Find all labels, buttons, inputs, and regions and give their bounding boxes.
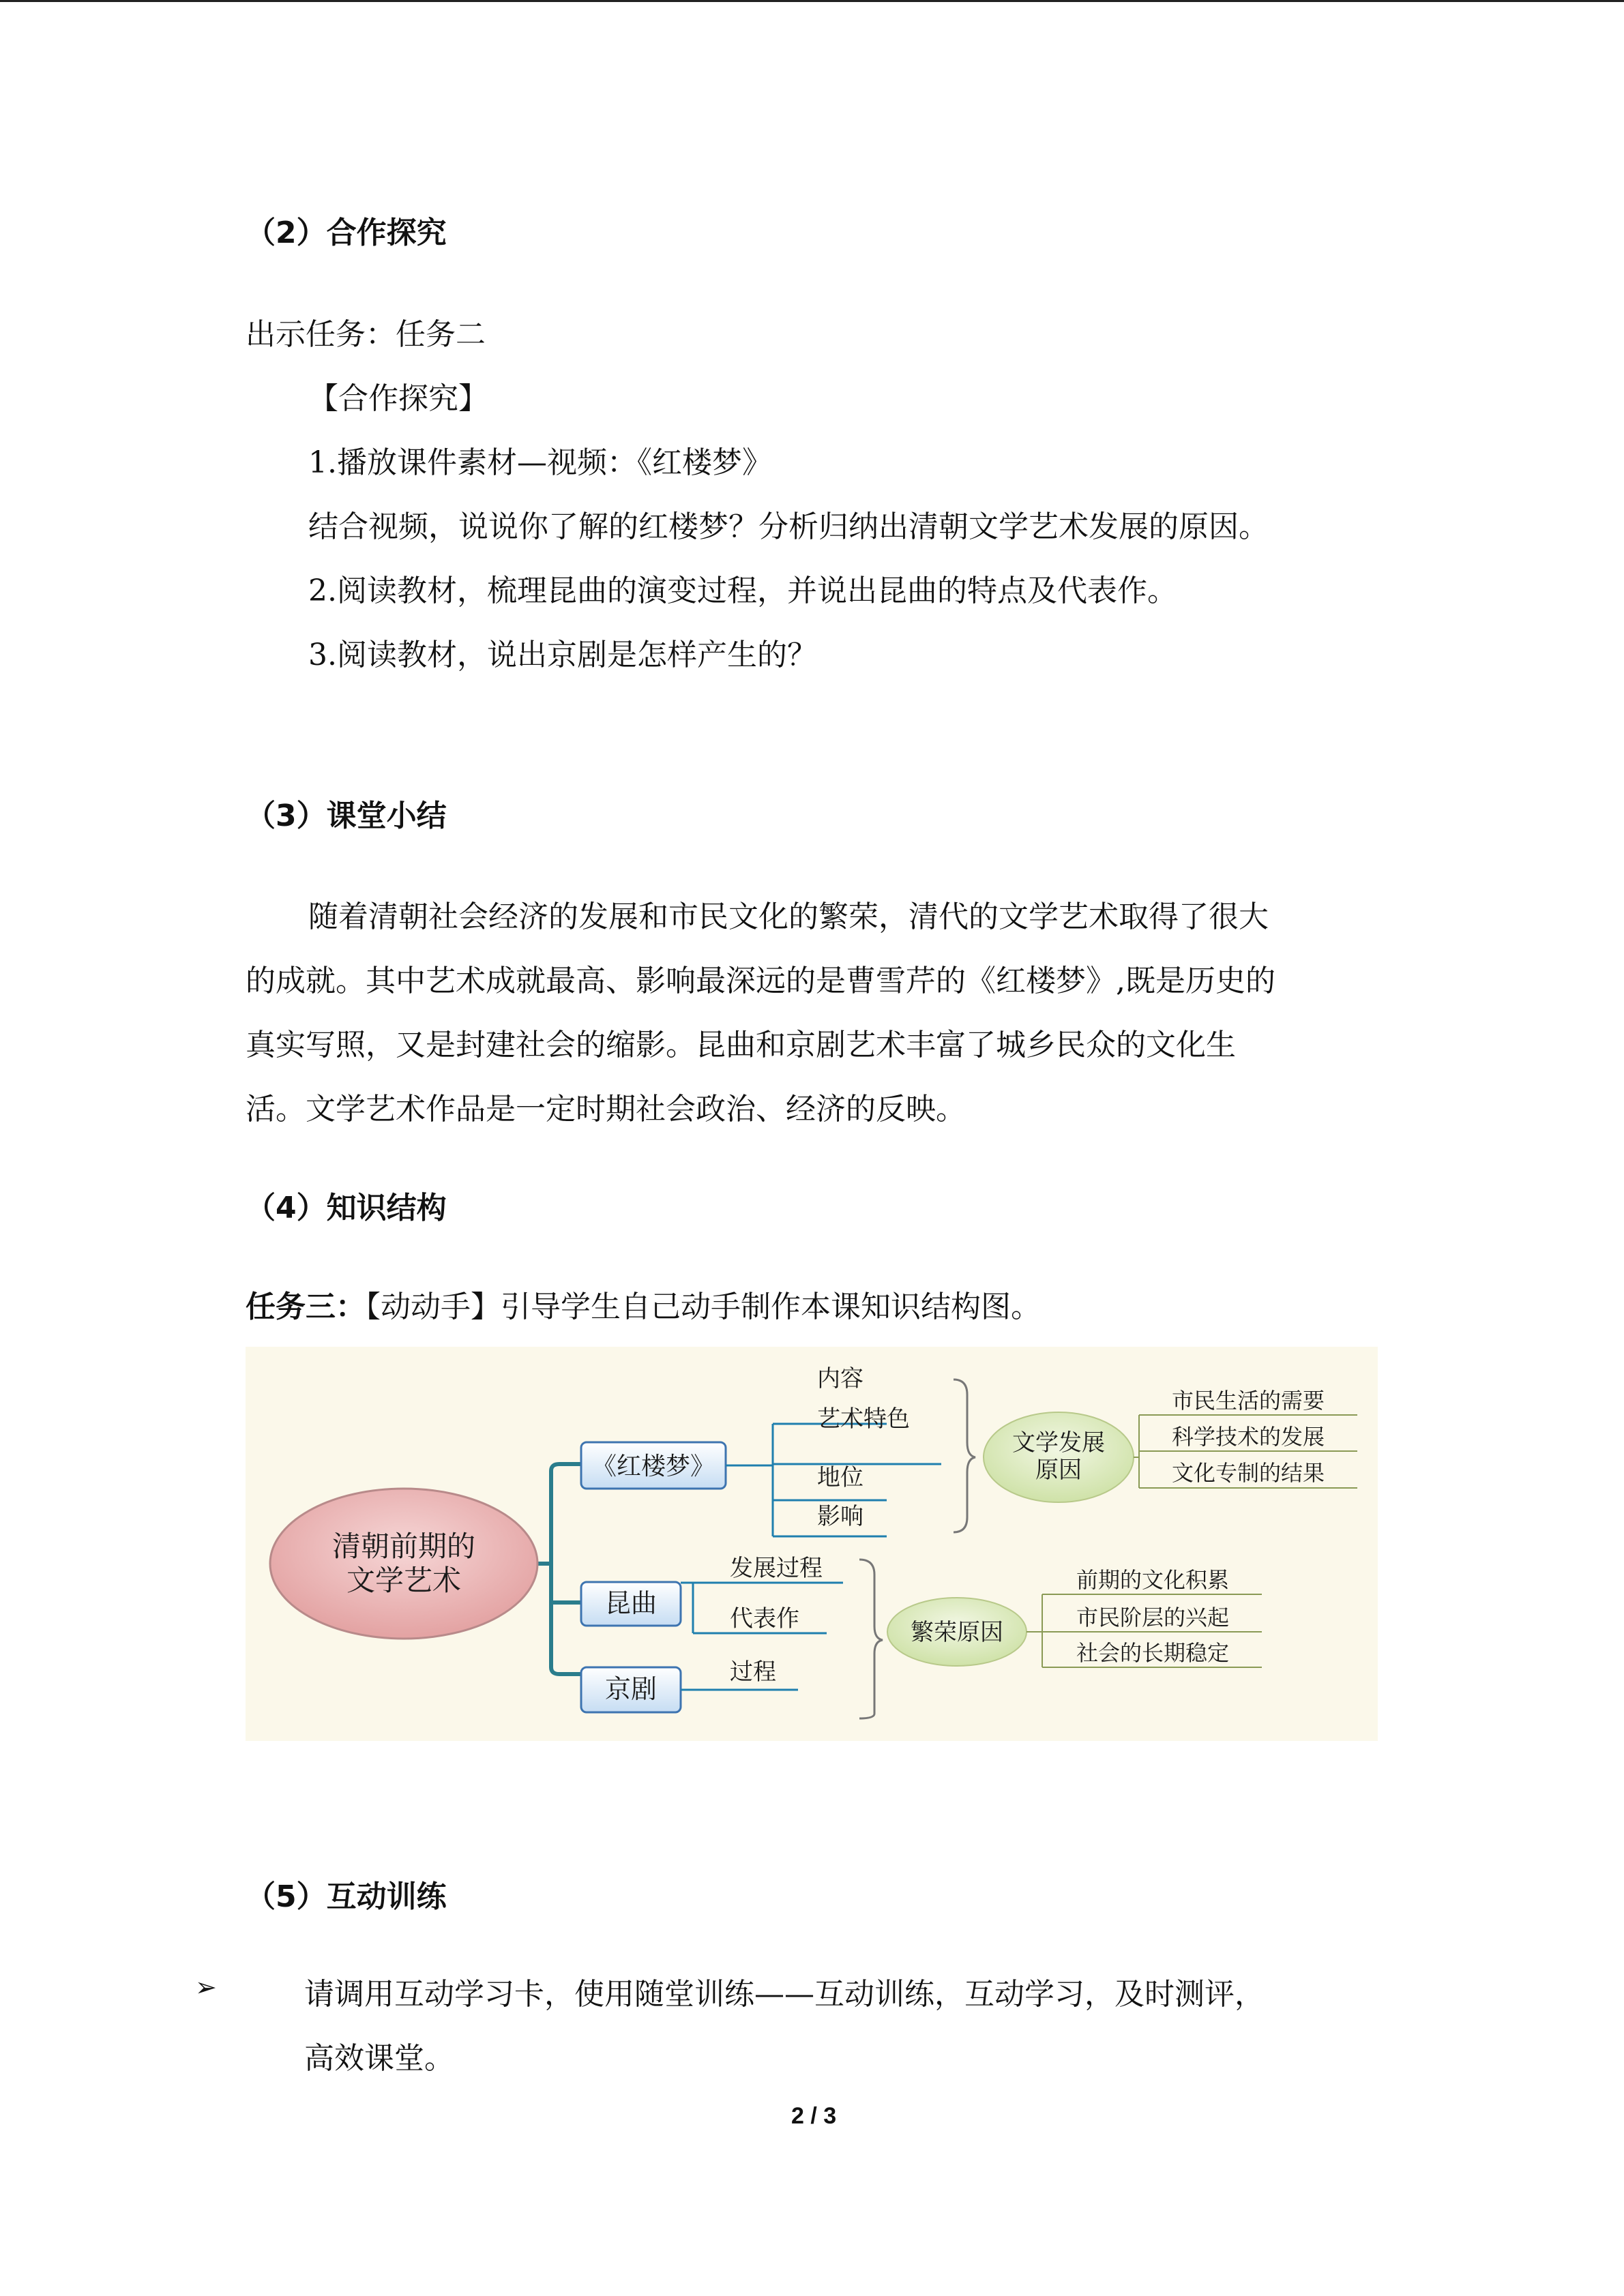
- summary-line-4: 活。文学艺术作品是一定时期社会政治、经济的反映。: [246, 1092, 966, 1127]
- prosper-reason-3: 社会的长期稳定: [1076, 1640, 1230, 1666]
- task3-text: 【动动手】引导学生自己动手制作本课知识结构图。: [366, 1289, 1041, 1324]
- root-label-line-1: 清朝前期的: [331, 1530, 476, 1563]
- connector-root-kunqu: [551, 1564, 581, 1602]
- hlm-item-4: 影响: [817, 1503, 863, 1530]
- task3-label: 任务三：: [246, 1289, 366, 1324]
- hlm-label: 《红楼梦》: [591, 1452, 715, 1480]
- lit-reason-line-2: 原因: [1035, 1457, 1082, 1484]
- mindmap-svg: [246, 1347, 1378, 1741]
- prosper-reason-1: 前期的文化积累: [1076, 1567, 1230, 1593]
- connector-root-jingju: [551, 1602, 581, 1674]
- jingju-item-1: 过程: [730, 1658, 776, 1686]
- section-4-title: （4）知识结构: [246, 1191, 447, 1225]
- top-border: [0, 0, 1624, 2]
- task2-bracket-label: 【合作探究】: [308, 381, 488, 416]
- summary-line-1: 随着清朝社会经济的发展和市民文化的繁荣，清代的文学艺术取得了很大: [308, 899, 1269, 934]
- training-line-1: 请调用互动学习卡，使用随堂训练——互动训练，互动学习，及时测评，: [304, 1977, 1265, 2012]
- hlm-item-2: 艺术特色: [817, 1405, 910, 1433]
- task2-item-2: 2.阅读教材，梳理昆曲的演变过程，并说出昆曲的特点及代表作。: [308, 573, 1177, 608]
- task3-line: [246, 1282, 1041, 1326]
- kunqu-item-1: 发展过程: [730, 1555, 823, 1582]
- lit-reason-2: 科学技术的发展: [1172, 1424, 1325, 1450]
- task2-item-1-sub: 结合视频，说说你了解的红楼梦？分析归纳出清朝文学艺术发展的原因。: [308, 509, 1269, 544]
- brace-prosper: [859, 1560, 883, 1718]
- lit-reason-1: 市民生活的需要: [1172, 1388, 1325, 1414]
- knowledge-structure-diagram: [246, 1347, 1378, 1741]
- summary-line-3: 真实写照，又是封建社会的缩影。昆曲和京剧艺术丰富了城乡民众的文化生: [246, 1028, 1236, 1062]
- kunqu-item-2: 代表作: [730, 1605, 799, 1632]
- connector-root-hlm: [537, 1464, 581, 1564]
- page-number: 2 / 3: [791, 2103, 837, 2129]
- kunqu-label: 昆曲: [604, 1588, 658, 1618]
- section-5-title: （5）互动训练: [246, 1879, 447, 1914]
- root-label-line-2: 文学艺术: [346, 1564, 462, 1597]
- prosper-reason-label: 繁荣原因: [911, 1619, 1003, 1646]
- hlm-item-1: 内容: [817, 1365, 863, 1392]
- task2-item-1: 1.播放课件素材—视频：《红楼梦》: [308, 445, 772, 480]
- task2-item-3: 3.阅读教材，说出京剧是怎样产生的？: [308, 638, 817, 672]
- prosper-reason-2: 市民阶层的兴起: [1076, 1605, 1230, 1630]
- task2-heading: 出示任务：任务二: [246, 317, 486, 352]
- training-line-2: 高效课堂。: [304, 2041, 454, 2076]
- lit-reason-3: 文化专制的结果: [1172, 1460, 1325, 1486]
- section-3-title: （3）课堂小结: [246, 799, 447, 833]
- jingju-label: 京剧: [604, 1674, 658, 1704]
- section-2-title: （2）合作探究: [246, 215, 447, 250]
- bullet-arrow-icon: ➢: [195, 1972, 217, 2002]
- summary-line-2: 的成就。其中艺术成就最高、影响最深远的是曹雪芹的《红楼梦》,既是历史的: [246, 964, 1275, 998]
- lit-reason-line-1: 文学发展: [1012, 1429, 1105, 1457]
- hlm-item-3: 地位: [817, 1464, 863, 1491]
- brace-lit: [954, 1380, 975, 1532]
